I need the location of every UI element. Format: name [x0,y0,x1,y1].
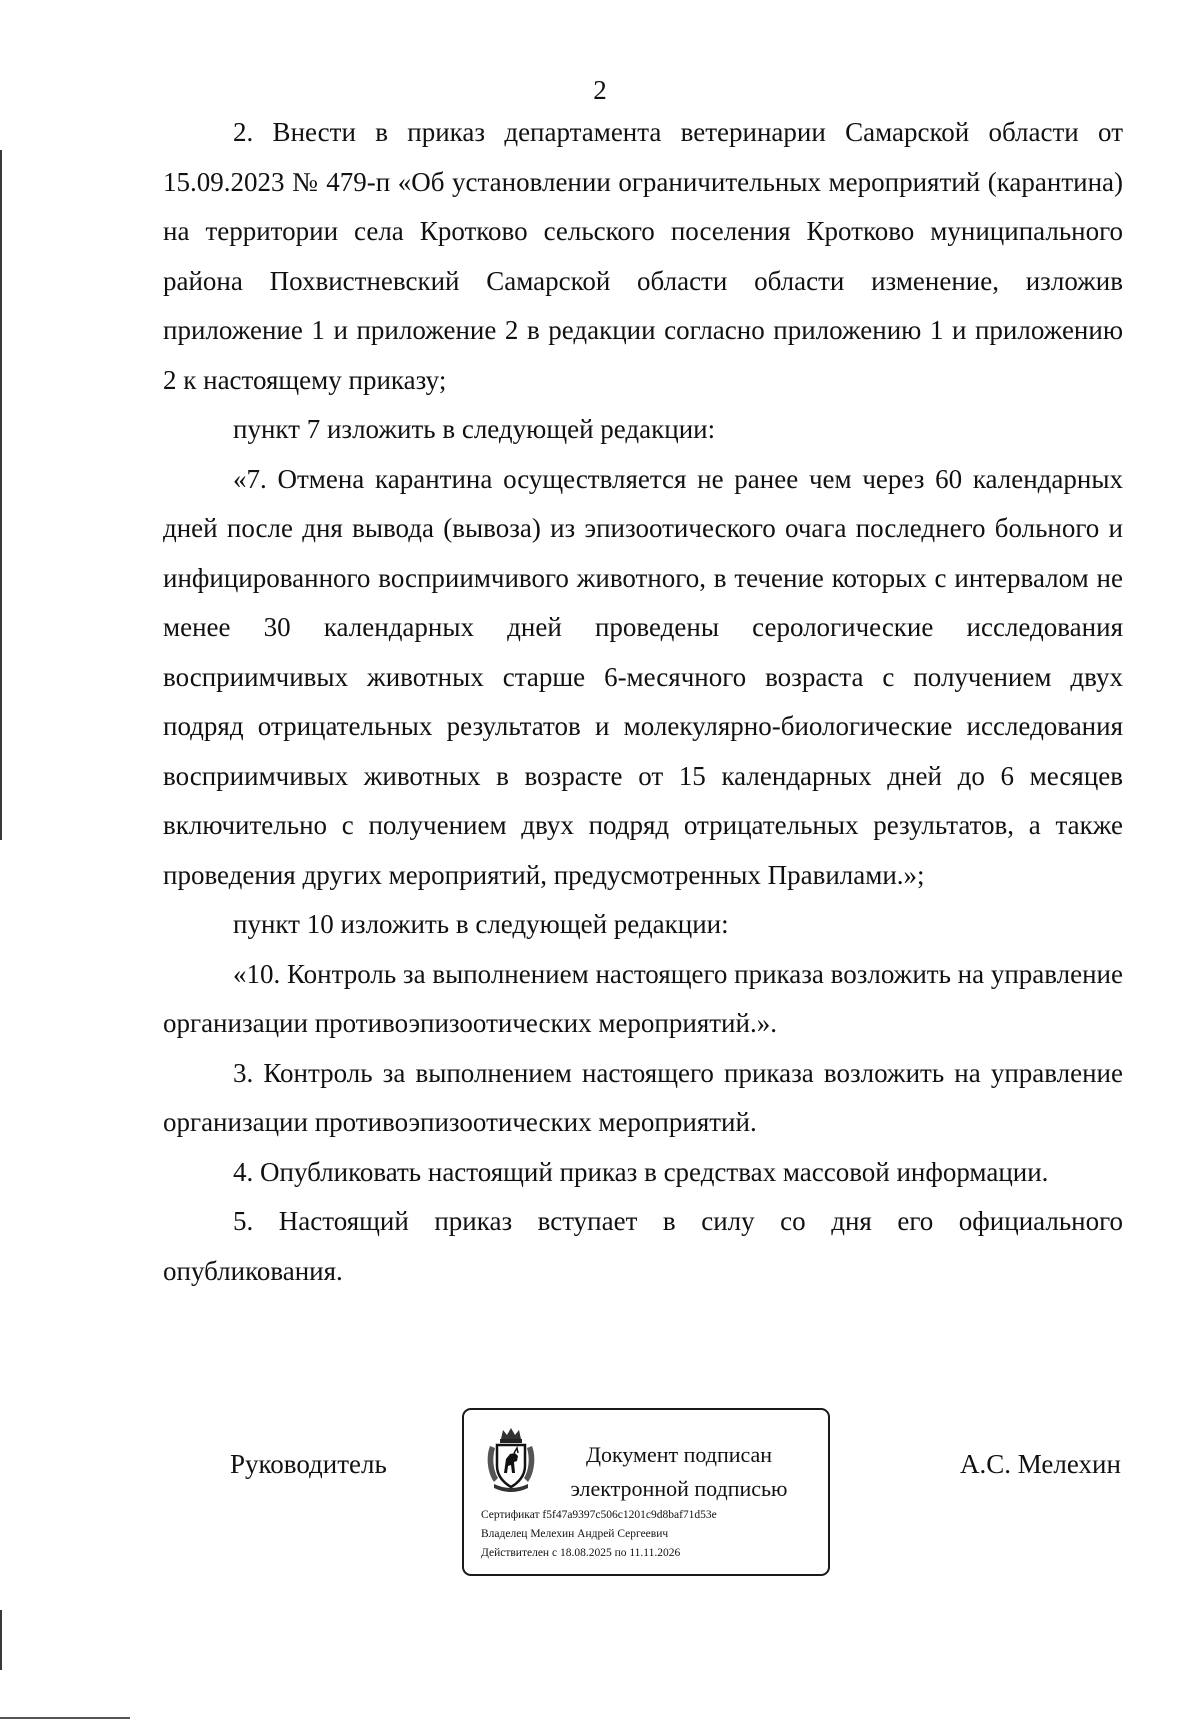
paragraph-item-5: 5. Настоящий приказ вступает в силу со дня его официального опубликования. [163,1206,1123,1286]
stamp-title [564,1438,794,1506]
stamp-title-line-2: электронной подписью [570,1476,788,1501]
signer-position: Руководитель [230,1449,387,1479]
scan-edge-left [0,150,2,840]
stamp-title-line-1: Документ подписан [585,1442,773,1467]
paragraph-item-4: 4. Опубликовать настоящий приказ в средствах массовой информации. [233,1156,1049,1187]
page-number: 2 [593,75,607,105]
paragraph-point-7-intro: пункт 7 изложить в следующей редакции: [233,414,716,444]
samara-coat-of-arms-icon [484,1426,538,1492]
paragraph-point-7-text: «7. Отмена карантина осуществляется не ранее чем через 60 календарных дней после дня вывода (вывоза) из эпизоотического очага последнего больного и инфицированного восприимчивого животного, в течение которых с интервалом не менее 30 календарных дней проведены серологические исследования восприимчивых животных старше 6-месячного возраста с получением двух подряд отрицательных результатов и молекулярно-биологические исследования восприимчивых животных в возрасте от 15 календарных дней до 6 месяцев включительно с получением двух подряд отрицательных результатов, а также проведения других мероприятий, предусмотренных Правилами.»; [163,463,1123,890]
paragraph-item-3: 3. Контроль за выполнением настоящего приказа возложить на управление организации противоэпизоотических мероприятий. [163,1057,1123,1137]
stamp-certificate: Сертификат f5f47a9397c506c1201c9d8baf71d53e [481,1509,717,1521]
signature-block [0,1408,1200,1583]
electronic-signature-stamp [462,1408,830,1576]
document-body [163,108,1123,1296]
paragraph-item-2: 2. Внести в приказ департамента ветеринарии Самарской области от 15.09.2023 № 479-п «Об установлении ограничительных мероприятий (карантина) на территории села Кротково сельского поселения Кротково муниципального района Похвистневский Самарской области области изменение, изложив приложение 1 и приложение 2 в редакции согласно приложению 1 и приложению 2 к настоящему приказу; [163,117,1123,395]
stamp-owner: Владелец Мелехин Андрей Сергеевич [481,1528,669,1540]
scan-edge-bottom [0,1717,130,1719]
stamp-details [481,1506,821,1563]
stamp-validity: Действителен с 18.08.2025 по 11.11.2026 [481,1547,681,1559]
paragraph-point-10-intro: пункт 10 изложить в следующей редакции: [233,909,729,939]
scan-edge-left-lower [0,1610,2,1670]
signer-name: А.С. Мелехин [960,1449,1121,1479]
paragraph-point-10-text: «10. Контроль за выполнением настоящего приказа возложить на управление организации противоэпизоотических мероприятий.». [163,958,1123,1038]
